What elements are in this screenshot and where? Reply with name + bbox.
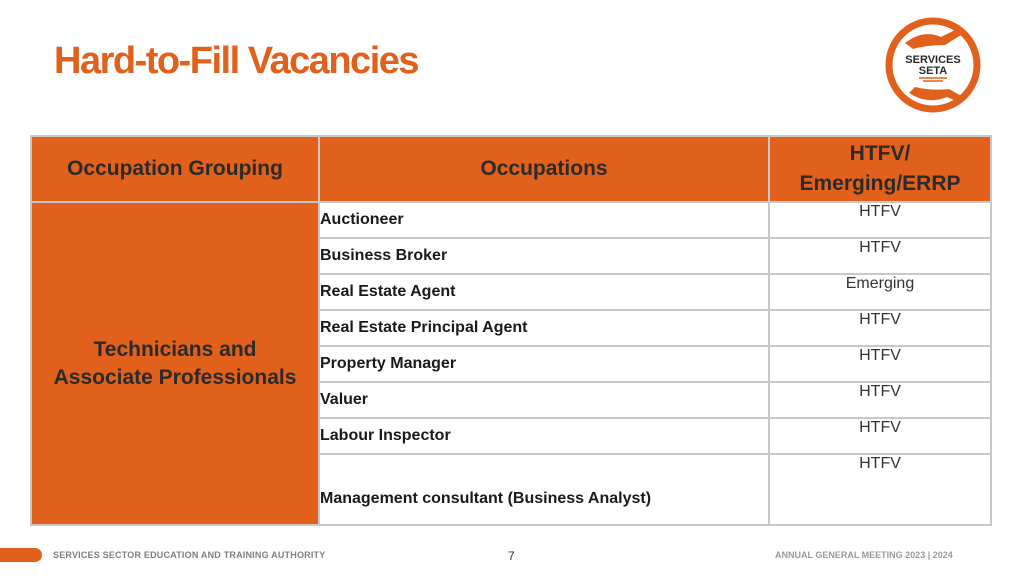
occupation-cell: Management consultant (Business Analyst) [319,454,769,525]
group-label-line1: Technicians and [93,337,257,361]
occupation-cell: Business Broker [319,238,769,274]
status-cell: Emerging [769,274,991,310]
status-cell: HTFV [769,310,991,346]
group-label-line2: Associate Professionals [53,365,297,389]
header-status-line2: Emerging/ERRP [799,172,961,195]
table-row [31,202,991,238]
occupation-cell: Property Manager [319,346,769,382]
occupation-cell: Real Estate Agent [319,274,769,310]
footer-accent-bar [0,548,42,562]
occupation-cell: Real Estate Principal Agent [319,310,769,346]
status-cell: HTFV [769,418,991,454]
status-cell: HTFV [769,382,991,418]
group-cell [31,202,319,525]
status-cell: HTFV [769,238,991,274]
status-cell: HTFV [769,202,991,238]
vacancies-table [30,135,992,526]
slide-title: Hard-to-Fill Vacancies [54,40,419,82]
logo-text-line2: SETA [918,65,948,77]
header-occupations: Occupations [319,136,769,202]
status-cell: HTFV [769,346,991,382]
header-occupation-grouping: Occupation Grouping [31,136,319,202]
occupation-cell: Valuer [319,382,769,418]
status-cell: HTFV [769,454,991,525]
footer-organisation: SERVICES SECTOR EDUCATION AND TRAINING AUTHORITY [53,550,326,560]
header-status-line1: HTFV/ [849,142,911,165]
occupation-cell: Labour Inspector [319,418,769,454]
header-htfv-status [769,136,991,202]
services-seta-logo [883,15,983,119]
footer-event: ANNUAL GENERAL MEETING 2023 | 2024 [775,550,953,560]
page-number: 7 [508,549,515,563]
occupation-cell: Auctioneer [319,202,769,238]
logo-text-line1: SERVICES [905,54,961,66]
table-header-row [31,136,991,202]
